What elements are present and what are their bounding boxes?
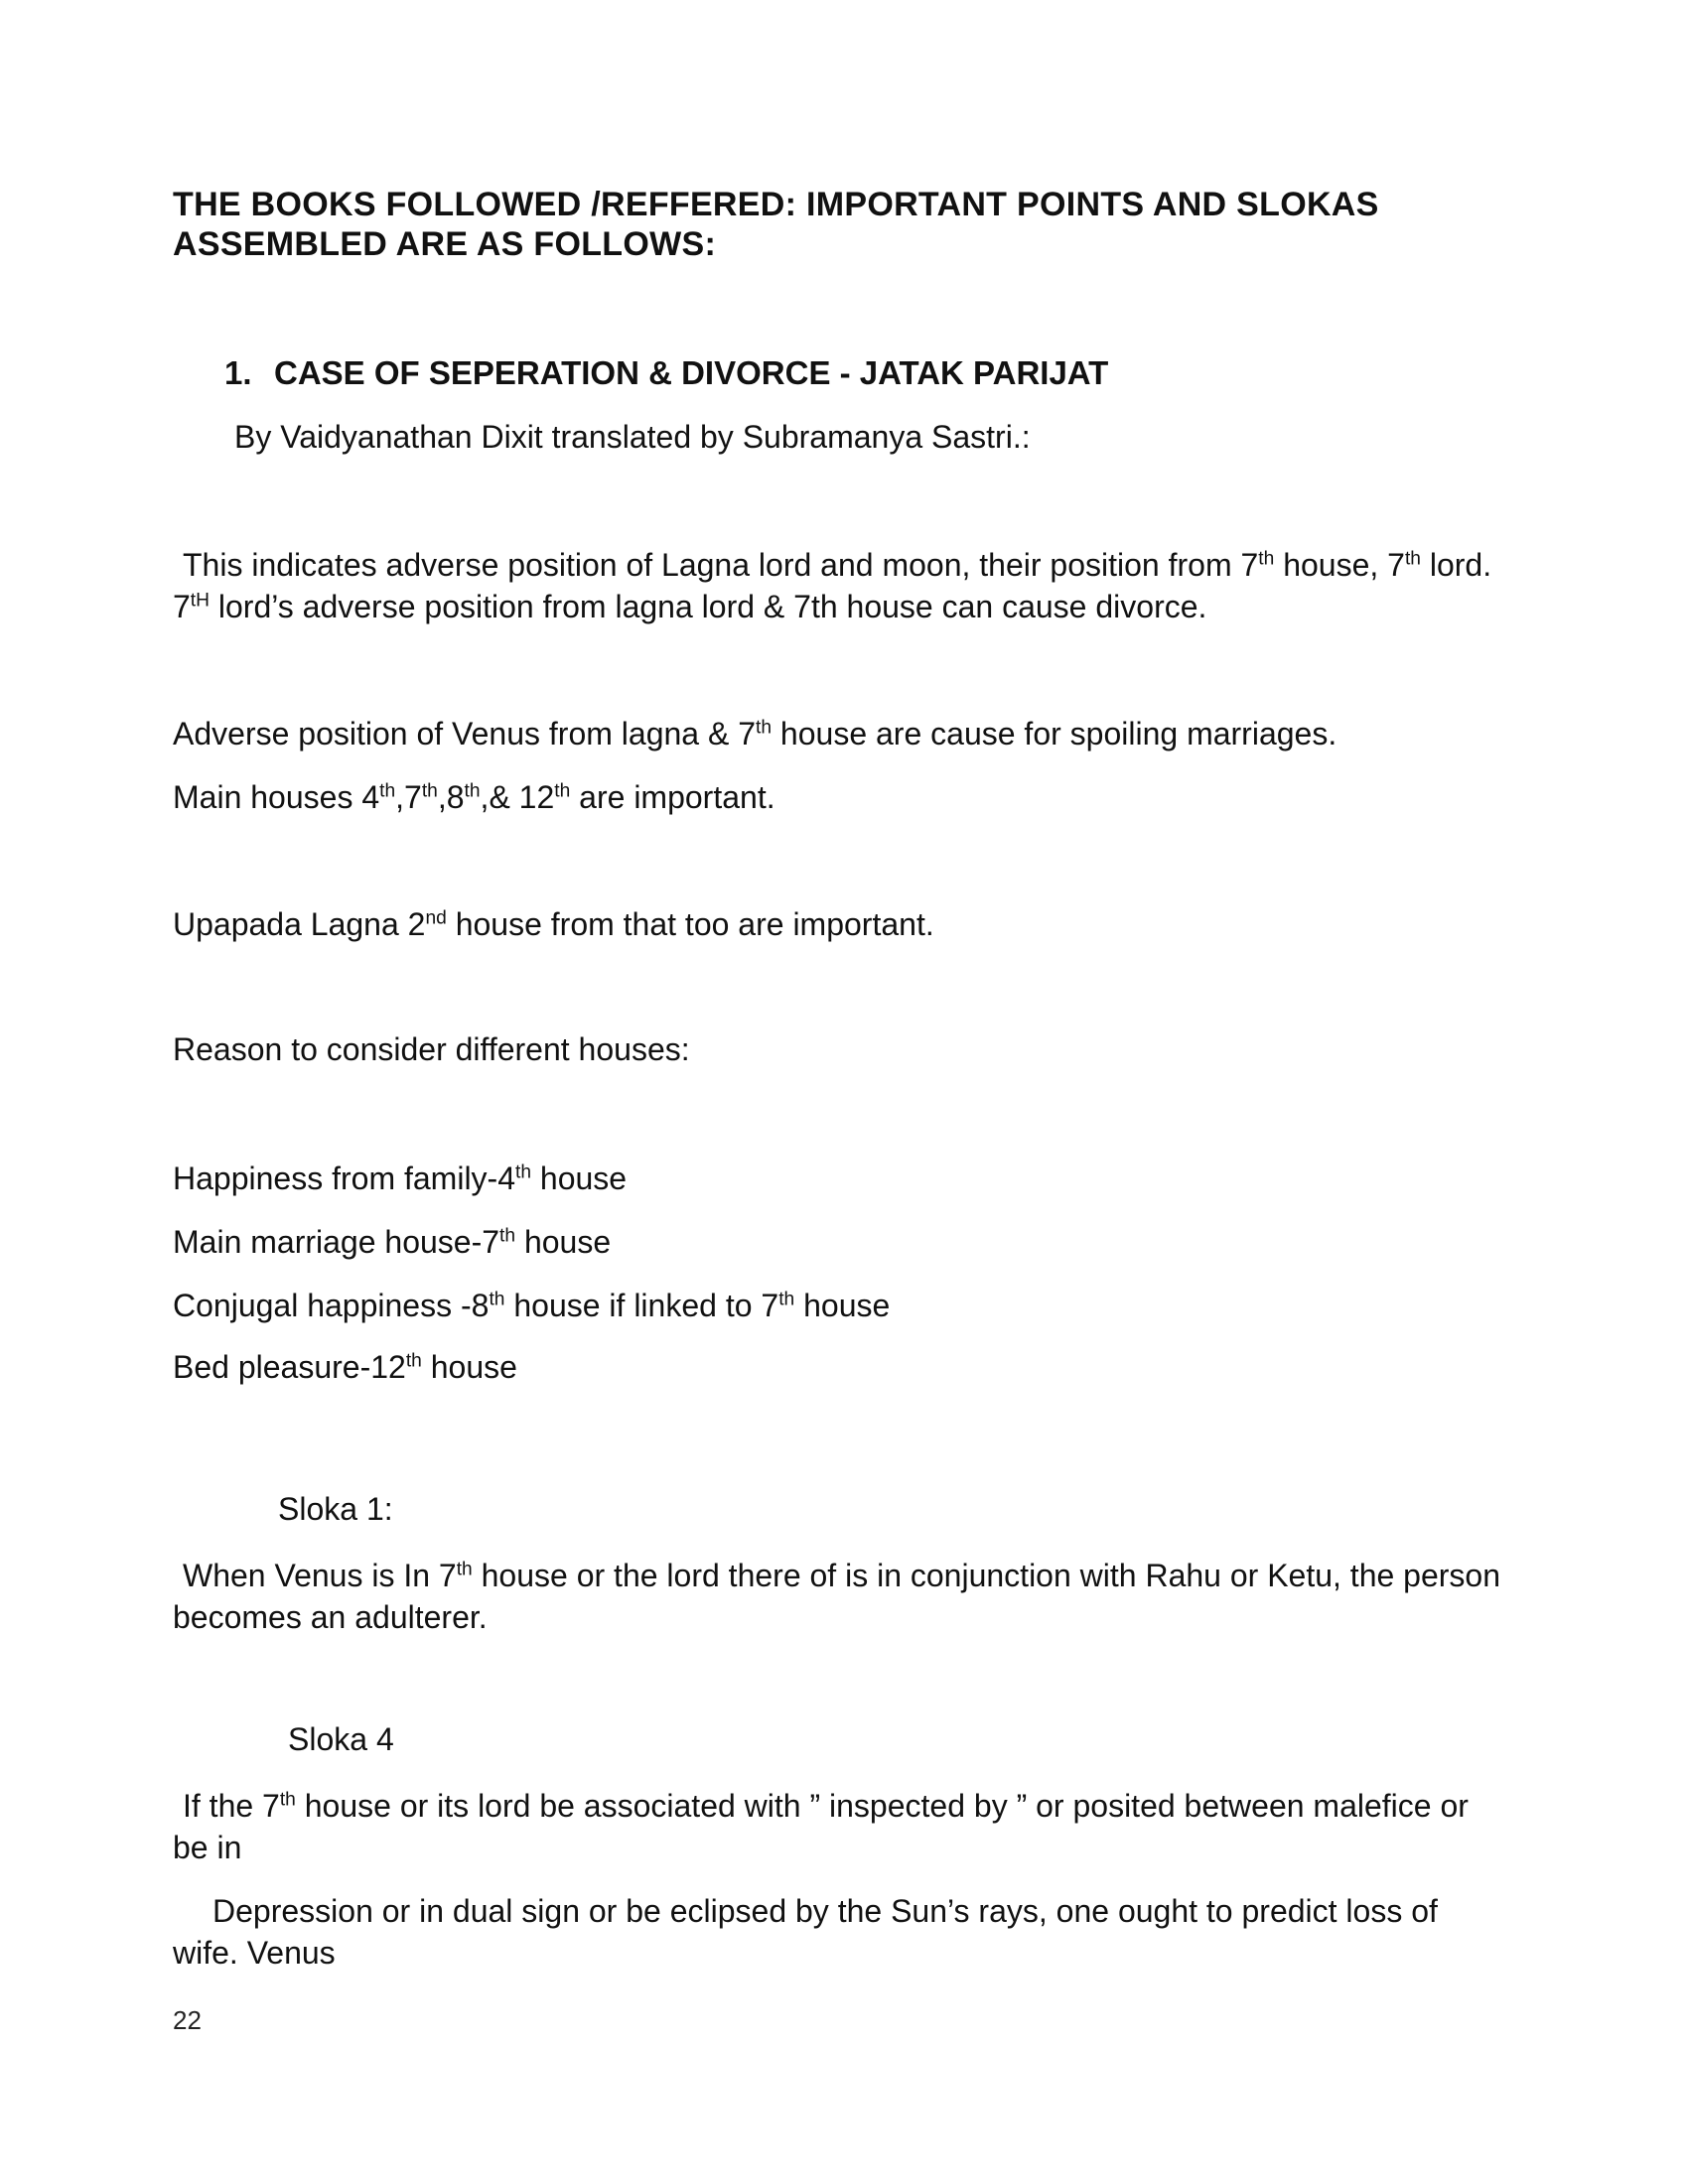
text-run: house, 7 — [1274, 547, 1405, 583]
text-run: ,& 12 — [480, 779, 555, 815]
page-number: 22 — [173, 2005, 202, 2035]
text-run: Conjugal happiness -8 — [173, 1288, 490, 1323]
superscript: th — [421, 780, 438, 802]
paragraph-reason: Reason to consider different houses: — [173, 1031, 690, 1067]
text-run: house — [531, 1160, 628, 1196]
superscript: th — [756, 717, 773, 739]
sloka-4-text-2: Depression or in dual sign or be eclipsed by the Sun’s rays, one ought to predict loss of wife. Venus — [173, 1893, 1438, 1971]
superscript: th — [778, 1289, 795, 1310]
sloka-4-title: Sloka 4 — [288, 1721, 394, 1757]
paragraph-upapada — [173, 903, 1503, 945]
sloka-1-title: Sloka 1: — [278, 1491, 393, 1527]
book-byline: By Vaidyanathan Dixit translated by Subramanya Sastri.: — [234, 419, 1031, 455]
text-run: house from that too are important. — [446, 906, 934, 942]
text-run: When Venus is In 7 — [183, 1558, 457, 1593]
house-item-marriage — [173, 1221, 1503, 1263]
superscript: th — [464, 780, 481, 802]
superscript: th — [1404, 548, 1421, 570]
text-run: house are cause for spoiling marriages. — [772, 716, 1337, 751]
superscript: th — [456, 1559, 473, 1580]
section-title-text: CASE OF SEPERATION & DIVORCE - JATAK PARIJAT — [274, 354, 1109, 391]
text-run: house or its lord be associated with ” inspected by ” or posited between malefice or be in — [173, 1788, 1469, 1865]
sloka-4-text-1 — [173, 1785, 1503, 1868]
house-item-family — [173, 1158, 1503, 1199]
page-heading: THE BOOKS FOLLOWED /REFFERED: IMPORTANT POINTS AND SLOKAS ASSEMBLED ARE AS FOLLOWS: — [173, 186, 1379, 263]
house-item-bed-pleasure — [173, 1346, 1503, 1388]
text-run: Main marriage house-7 — [173, 1224, 500, 1260]
text-run: house if linked to 7 — [504, 1288, 779, 1323]
text-run: Adverse position of Venus from lagna & 7 — [173, 716, 757, 751]
superscript: th — [279, 1789, 296, 1811]
section-number: 1. — [224, 354, 252, 391]
paragraph-lagna-lord — [173, 544, 1503, 627]
text-run: lord’s adverse position from lagna lord & 7th house can cause divorce. — [209, 589, 1207, 624]
superscript: tH — [190, 590, 210, 612]
text-run: house or the lord there of is in conjunction with Rahu or Ketu, the person becomes an adulterer. — [173, 1558, 1501, 1635]
superscript: th — [515, 1161, 532, 1183]
superscript: th — [489, 1289, 505, 1310]
superscript: th — [379, 780, 396, 802]
superscript: nd — [425, 907, 447, 929]
text-run: Main houses 4 — [173, 779, 380, 815]
text-run: house — [421, 1349, 517, 1385]
text-run: ,8 — [437, 779, 465, 815]
paragraph-main-houses — [173, 776, 1503, 818]
text-run: ,7 — [395, 779, 422, 815]
sloka-1-text — [173, 1555, 1503, 1638]
text-run: This indicates adverse position of Lagna lord and moon, their position from 7 — [183, 547, 1259, 583]
section-title — [224, 353, 1317, 393]
text-run: house — [794, 1288, 891, 1323]
superscript: th — [405, 1350, 422, 1372]
superscript: th — [1258, 548, 1275, 570]
text-run: Happiness from family-4 — [173, 1160, 515, 1196]
superscript: th — [554, 780, 571, 802]
text-run: are important. — [570, 779, 775, 815]
text-run: lord. 7 — [173, 547, 1492, 624]
text-run: Upapada Lagna 2 — [173, 906, 426, 942]
superscript: th — [499, 1225, 516, 1247]
text-run: house — [515, 1224, 612, 1260]
text-run: If the 7 — [183, 1788, 280, 1824]
paragraph-venus — [173, 713, 1503, 754]
text-run: Bed pleasure-12 — [173, 1349, 406, 1385]
house-item-conjugal — [173, 1285, 1503, 1326]
